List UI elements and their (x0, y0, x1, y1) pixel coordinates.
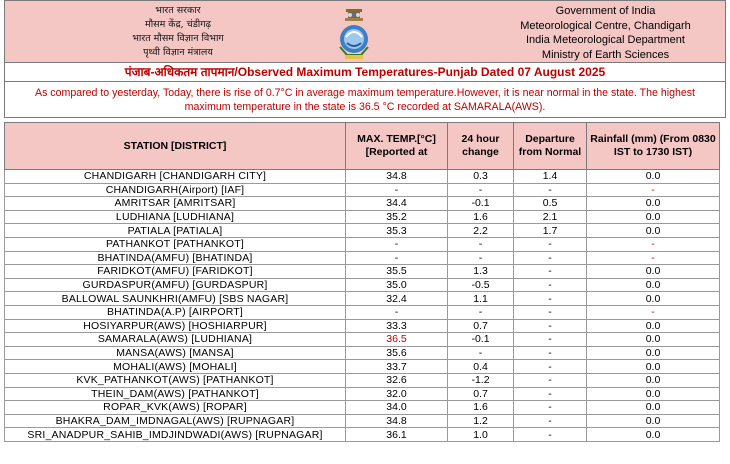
table-row (5, 360, 720, 374)
departure-cell: - (514, 373, 587, 387)
departure-cell: - (514, 333, 587, 347)
table-row (5, 183, 720, 197)
max-temp-cell: 34.0 (346, 401, 448, 415)
departure-cell: - (514, 305, 587, 319)
departure-cell: - (514, 387, 587, 401)
max-temp-cell: 32.6 (346, 373, 448, 387)
max-temp-cell: - (346, 183, 448, 197)
max-temp-cell: 35.6 (346, 346, 448, 360)
change-cell: - (448, 346, 514, 360)
change-cell: -0.1 (448, 197, 514, 211)
max-temp-cell: 35.3 (346, 224, 448, 238)
rainfall-cell: - (587, 305, 720, 319)
departure-cell: - (514, 265, 587, 279)
english-line: Meteorological Centre, Chandigarh (520, 19, 691, 32)
station-cell: ROPAR_KVK(AWS) [ROPAR] (5, 401, 346, 415)
hindi-line: मौसम केंद्र, चंडीगढ़ (145, 19, 211, 30)
station-cell: HOSIYARPUR(AWS) [HOSHIARPUR] (5, 319, 346, 333)
max-temp-cell: - (346, 251, 448, 265)
temperature-table (4, 122, 720, 442)
change-cell: -0.1 (448, 333, 514, 347)
rainfall-cell: 0.0 (587, 319, 720, 333)
station-cell: MANSA(AWS) [MANSA] (5, 346, 346, 360)
max-temp-cell: 35.0 (346, 278, 448, 292)
departure-cell: 1.7 (514, 224, 587, 238)
col-header-station: STATION [DISTRICT] (5, 123, 346, 170)
departure-cell: - (514, 278, 587, 292)
change-cell: 1.6 (448, 210, 514, 224)
departure-cell: - (514, 237, 587, 251)
table-row (5, 210, 720, 224)
english-line: Ministry of Earth Sciences (541, 48, 670, 61)
english-line: India Meteorological Department (526, 34, 685, 46)
max-temp-cell: 33.3 (346, 319, 448, 333)
change-cell: -1.2 (448, 373, 514, 387)
departure-cell: - (514, 401, 587, 415)
rainfall-cell: 0.0 (587, 414, 720, 428)
departure-cell: - (514, 319, 587, 333)
table-row (5, 265, 720, 279)
rainfall-cell: 0.0 (587, 210, 720, 224)
summary-text: As compared to yesterday, Today, there is rise of 0.7°C in average maximum temperature.However, it is near normal in the state. The highest maximum temperature in the state is 36.5 °C recorded at SAMARALA(AWS). (4, 82, 726, 118)
departure-cell: - (514, 292, 587, 306)
rainfall-cell: 0.0 (587, 373, 720, 387)
change-cell: - (448, 237, 514, 251)
english-line: Government of India (555, 5, 656, 17)
table-row (5, 333, 720, 347)
change-cell: 0.3 (448, 170, 514, 184)
station-cell: THEIN_DAM(AWS) [PATHANKOT] (5, 387, 346, 401)
max-temp-cell: 32.4 (346, 292, 448, 306)
change-cell: 1.0 (448, 428, 514, 442)
table-row (5, 278, 720, 292)
rainfall-cell: 0.0 (587, 428, 720, 442)
station-cell: KVK_PATHANKOT(AWS) [PATHANKOT] (5, 373, 346, 387)
station-cell: FARIDKOT(AMFU) [FARIDKOT] (5, 265, 346, 279)
report-title: पंजाब-अधिकतम तापमान/Observed Maximum Temperatures-Punjab Dated 07 August 2025 (4, 63, 726, 82)
rainfall-cell: 0.0 (587, 401, 720, 415)
change-cell: 0.4 (448, 360, 514, 374)
departure-cell: - (514, 346, 587, 360)
table-row (5, 373, 720, 387)
departure-cell: 2.1 (514, 210, 587, 224)
departure-cell: - (514, 251, 587, 265)
rainfall-cell: - (587, 183, 720, 197)
table-row (5, 251, 720, 265)
change-cell: -0.5 (448, 278, 514, 292)
rainfall-cell: 0.0 (587, 278, 720, 292)
change-cell: 1.1 (448, 292, 514, 306)
departure-cell: - (514, 360, 587, 374)
table-header-row (5, 123, 720, 170)
hindi-line: पृथ्वी विज्ञान मंत्रालय (143, 47, 213, 58)
table-row (5, 346, 720, 360)
table-row (5, 237, 720, 251)
table-row (5, 197, 720, 211)
max-temp-cell: 36.1 (346, 428, 448, 442)
station-cell: BALLOWAL SAUNKHRI(AMFU) [SBS NAGAR] (5, 292, 346, 306)
max-temp-cell: 34.4 (346, 197, 448, 211)
change-cell: - (448, 183, 514, 197)
station-cell: GURDASPUR(AMFU) [GURDASPUR] (5, 278, 346, 292)
departure-cell: - (514, 428, 587, 442)
rainfall-cell: 0.0 (587, 346, 720, 360)
rainfall-cell: 0.0 (587, 387, 720, 401)
table-row (5, 170, 720, 184)
rainfall-cell: 0.0 (587, 170, 720, 184)
change-cell: - (448, 305, 514, 319)
table-row (5, 387, 720, 401)
max-temp-cell: 35.2 (346, 210, 448, 224)
max-temp-cell: 34.8 (346, 170, 448, 184)
station-cell: SRI_ANADPUR_SAHIB_IMDJINDWADI(AWS) [RUPNAGAR] (5, 428, 346, 442)
departure-cell: - (514, 414, 587, 428)
change-cell: 1.2 (448, 414, 514, 428)
station-cell: PATIALA [PATIALA] (5, 224, 346, 238)
station-cell: SAMARALA(AWS) [LUDHIANA] (5, 333, 346, 347)
change-cell: 1.3 (448, 265, 514, 279)
table-row (5, 319, 720, 333)
table-row (5, 292, 720, 306)
station-cell: BHAKRA_DAM_IMDNAGAL(AWS) [RUPNAGAR] (5, 414, 346, 428)
hindi-line: भारत सरकार (155, 5, 201, 16)
hindi-header (103, 4, 253, 60)
table-row (5, 428, 720, 442)
rainfall-cell: 0.0 (587, 224, 720, 238)
station-cell: BHATINDA(A.P) [AIRPORT] (5, 305, 346, 319)
col-header-max-temp: MAX. TEMP.[°C] [Reported at (346, 123, 448, 170)
change-cell: 0.7 (448, 319, 514, 333)
imd-emblem-icon (337, 7, 371, 61)
departure-cell: - (514, 183, 587, 197)
max-temp-cell: 36.5 (346, 333, 448, 347)
report-page (4, 0, 726, 462)
col-header-change: 24 hour change (448, 123, 514, 170)
hindi-line: भारत मौसम विज्ञान विभाग (132, 33, 224, 44)
table-row (5, 224, 720, 238)
rainfall-cell: 0.0 (587, 265, 720, 279)
max-temp-cell: - (346, 237, 448, 251)
rainfall-cell: 0.0 (587, 360, 720, 374)
max-temp-cell: 34.8 (346, 414, 448, 428)
header-banner (4, 0, 726, 63)
station-cell: AMRITSAR [AMRITSAR] (5, 197, 346, 211)
station-cell: MOHALI(AWS) [MOHALI] (5, 360, 346, 374)
departure-cell: 1.4 (514, 170, 587, 184)
station-cell: BHATINDA(AMFU) [BHATINDA] (5, 251, 346, 265)
rainfall-cell: - (587, 251, 720, 265)
english-header (498, 4, 713, 62)
change-cell: 0.7 (448, 387, 514, 401)
change-cell: - (448, 251, 514, 265)
col-header-rainfall: Rainfall (mm) (From 0830 IST to 1730 IST) (587, 123, 720, 170)
station-cell: CHANDIGARH(Airport) [IAF] (5, 183, 346, 197)
rainfall-cell: 0.0 (587, 333, 720, 347)
table-row (5, 414, 720, 428)
change-cell: 1.6 (448, 401, 514, 415)
col-header-departure: Departure from Normal (514, 123, 587, 170)
rainfall-cell: 0.0 (587, 292, 720, 306)
rainfall-cell: - (587, 237, 720, 251)
departure-cell: 0.5 (514, 197, 587, 211)
max-temp-cell: - (346, 305, 448, 319)
max-temp-cell: 33.7 (346, 360, 448, 374)
table-row (5, 305, 720, 319)
station-cell: PATHANKOT [PATHANKOT] (5, 237, 346, 251)
change-cell: 2.2 (448, 224, 514, 238)
table-row (5, 401, 720, 415)
rainfall-cell: 0.0 (587, 197, 720, 211)
max-temp-cell: 35.5 (346, 265, 448, 279)
station-cell: LUDHIANA [LUDHIANA] (5, 210, 346, 224)
station-cell: CHANDIGARH [CHANDIGARH CITY] (5, 170, 346, 184)
max-temp-cell: 32.0 (346, 387, 448, 401)
